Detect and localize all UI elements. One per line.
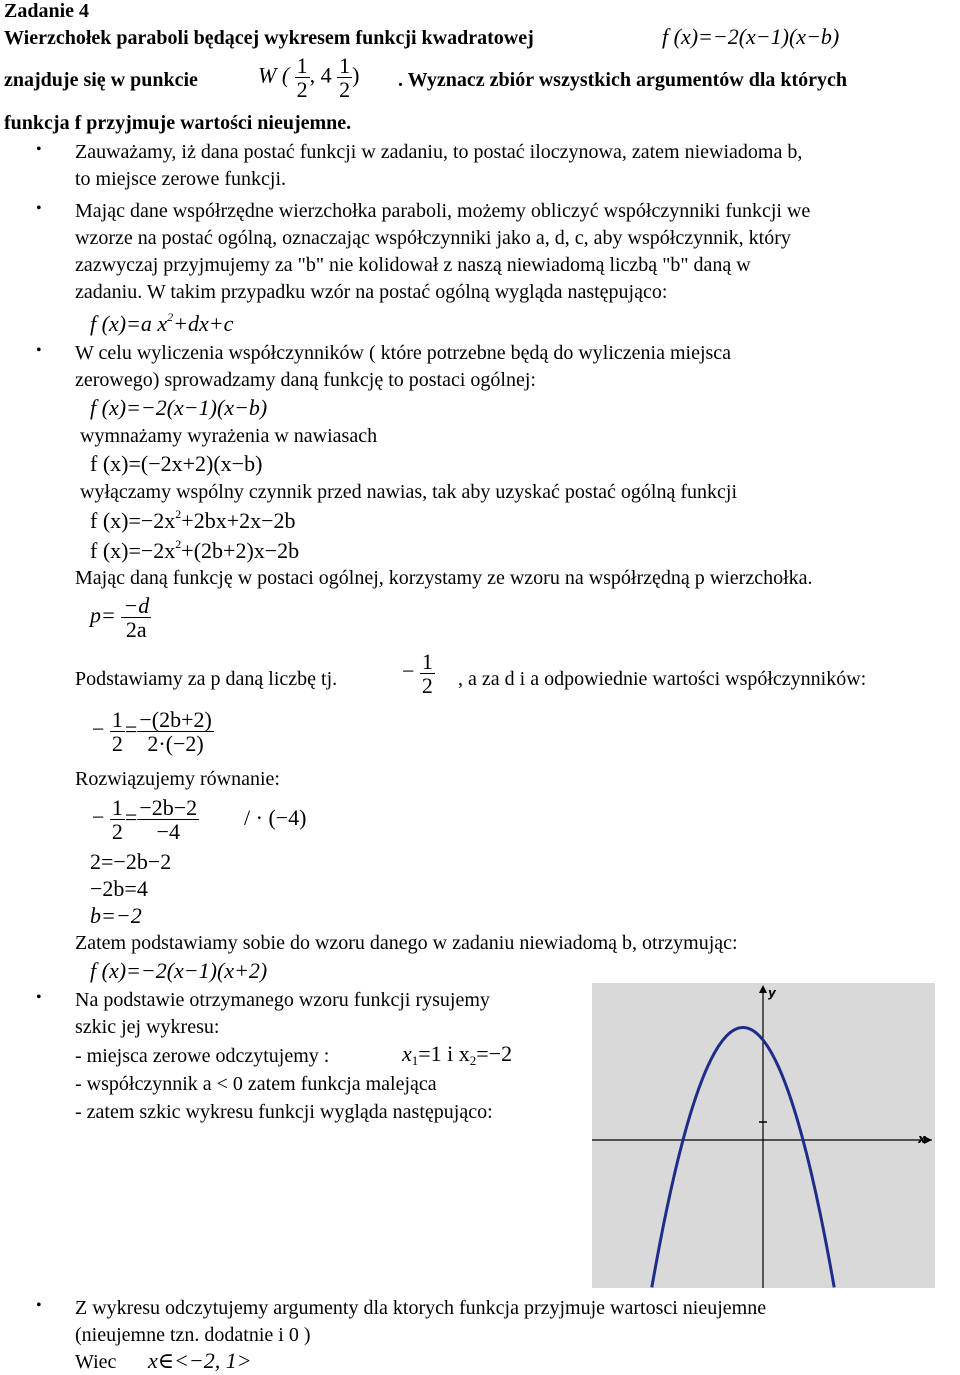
eq-general: f (x)=a $x^2+dx+c$ — [90, 310, 234, 336]
subst-minus: − — [402, 658, 415, 684]
task-title: Zadanie 4 — [4, 0, 90, 22]
e1-rden: 2·(−2) — [137, 731, 213, 755]
step-2: −2b=4 — [90, 876, 148, 901]
eq-general-b: +dx+c — [173, 311, 234, 336]
bullet-5: • — [36, 1297, 42, 1314]
e1-eq: = — [124, 716, 138, 742]
p-frac — [121, 594, 151, 641]
e2-multiply: / · (−4) — [244, 805, 307, 830]
eq-sub-1 — [92, 708, 214, 755]
x-axis-label: x — [918, 1132, 926, 1146]
vertex-den2: 2 — [339, 77, 351, 103]
bullet-4: • — [36, 989, 42, 1006]
p4-line-2: szkic jej wykresu: — [75, 1016, 220, 1038]
e2-rden: −4 — [137, 819, 199, 843]
task-line-1: Wierzchołek paraboli będącej wykresem funkcji kwadratowej — [4, 27, 534, 49]
p2-line-4: zadaniu. W takim przypadku wzór na postać ogólną wygląda następująco: — [75, 281, 668, 303]
eq-3: f $(x)=-2x^2+2bx+2x-2b$ — [90, 507, 296, 533]
eq-3b: +2bx+2x−2b — [181, 508, 296, 533]
txt-multiply: wymnażamy wyrażenia w nawiasach — [80, 425, 378, 447]
e2-den: 2 — [111, 819, 123, 845]
step-1: 2=−2b−2 — [90, 849, 172, 874]
zeros-txt: - miejsca zerowe odczytujemy : — [75, 1045, 330, 1067]
p-num: −d — [123, 593, 150, 618]
zeros-mid: =1 i x — [418, 1041, 470, 1066]
eq-4b: +(2b+2)x−2b — [181, 538, 300, 563]
e2-frac-r — [137, 796, 199, 843]
vertex-close: ) — [352, 62, 360, 88]
eq-2: f (x)=(−2x+2)(x−b) — [90, 451, 263, 476]
vertex-num: 1 — [296, 53, 308, 78]
bullet-2: • — [36, 200, 42, 217]
vertex-den: 2 — [296, 77, 308, 103]
bullet-1: • — [36, 141, 42, 158]
e2-minus: − — [92, 804, 105, 830]
eq-general-a: f (x)=a x — [90, 311, 168, 336]
p2-line-1: Mając dane współrzędne wierzchołka paraboli, możemy obliczyć współczynniki funkcji we — [75, 200, 811, 222]
e2-frac-l — [110, 796, 125, 843]
zeros-x1: x — [402, 1041, 412, 1066]
p-lhs: p= — [90, 602, 116, 628]
p5-line-1: Z wykresu odczytujemy argumenty dla ktorych funkcja przyjmuje wartosci nieujemne — [75, 1297, 767, 1319]
zeros-end: =−2 — [476, 1041, 513, 1066]
answer: x∈<−2, 1> — [148, 1348, 252, 1373]
vertex-mid: , 4 — [309, 62, 332, 88]
wiec-txt: Wiec — [75, 1351, 117, 1373]
zeros-values — [402, 1041, 512, 1069]
e2-num: 1 — [111, 795, 123, 820]
p3-line-2: zerowego) sprowadzamy daną funkcję to postaci ogólnej: — [75, 369, 536, 391]
vertex-w: W ( — [258, 62, 290, 88]
txt-factor: wyłączamy wspólny czynnik przed nawias, tak aby uzyskać postać ogólną funkcji — [80, 481, 738, 503]
p-den: 2a — [121, 617, 151, 641]
vertex-frac-2 — [337, 54, 352, 101]
task-line-3: funkcja f przyjmuje wartości nieujemne. — [4, 112, 352, 134]
eq-p — [90, 594, 151, 641]
eq-final: f (x)=−2(x−1)(x+2) — [90, 958, 268, 983]
vertex-num2: 1 — [339, 53, 351, 78]
p2-line-2: wzorze na postać ogólną, oznaczając współczynniki jako a, d, c, aby współczynnik, który — [75, 227, 791, 249]
txt-substitute-2: , a za d i a odpowiednie wartości współczynników: — [458, 668, 867, 690]
subst-den: 2 — [421, 673, 433, 699]
txt-substitute: Podstawiamy za p daną liczbę tj. — [75, 668, 338, 690]
e1-frac-l — [110, 708, 125, 755]
zeros-x2-sub: 2 — [469, 1053, 477, 1068]
txt-then: Zatem podstawiamy sobie do wzoru danego w zadaniu niewiadomą b, otrzymując: — [75, 932, 738, 954]
p1-line-2: to miejsce zerowe funkcji. — [75, 168, 287, 190]
p5-line-2: (nieujemne tzn. dodatnie i 0 ) — [75, 1324, 311, 1346]
p2-line-3: zazwyczaj przyjmujemy za "b" nie kolidował z naszą niewiadomą liczbą "b" daną w — [75, 254, 751, 276]
e1-rnum: −(2b+2) — [139, 707, 212, 732]
e1-num: 1 — [111, 707, 123, 732]
step-3: b=−2 — [90, 903, 142, 928]
parabola-graph — [592, 983, 935, 1288]
p4-line-1: Na podstawie otrzymanego wzoru funkcji rysujemy — [75, 989, 490, 1011]
p3-line-1: W celu wyliczenia współczynników ( które potrzebne będą do wyliczenia miejsca — [75, 342, 732, 364]
task-line-2a: znajduje się w punkcie — [4, 69, 198, 91]
eq-sub-2 — [92, 796, 199, 843]
e1-den: 2 — [111, 731, 123, 757]
eq-4: f $(x)=-2x^2+(2b+2)x-2b$ — [90, 537, 300, 563]
vertex-frac-1 — [295, 54, 310, 101]
p1-line-1: Zauważamy, iż dana postać funkcji w zadaniu, to postać iloczynowa, zatem niewiadoma b, — [75, 141, 803, 163]
eq-3a: f (x)=−2x — [90, 508, 176, 533]
coef-txt: - współczynnik a < 0 zatem funkcja malejąca — [75, 1073, 437, 1095]
subst-value — [402, 650, 435, 697]
eq-4a: f (x)=−2x — [90, 538, 176, 563]
subst-frac — [420, 650, 435, 697]
y-axis-label: y — [768, 986, 776, 1000]
e1-frac-r — [137, 708, 213, 755]
txt-solve: Rozwiązujemy równanie: — [75, 768, 280, 790]
sketch-txt: - zatem szkic wykresu funkcji wygląda następująco: — [75, 1101, 493, 1123]
eq-1: f (x)=−2(x−1)(x−b) — [90, 395, 268, 420]
given-function: f (x)=−2(x−1)(x−b) — [662, 24, 840, 49]
vertex-point — [258, 54, 359, 101]
task-line-2b: . Wyznacz zbiór wszystkich argumentów dla których — [398, 69, 848, 91]
e2-eq: = — [124, 804, 138, 830]
zeros-x1-sub: 1 — [411, 1053, 419, 1068]
subst-num: 1 — [421, 649, 433, 674]
e2-rnum: −2b−2 — [139, 795, 198, 820]
e1-minus: − — [92, 716, 105, 742]
txt-vertex-p: Mając daną funkcję w postaci ogólnej, korzystamy ze wzoru na współrzędną p wierzchołka. — [75, 567, 813, 589]
bullet-3: • — [36, 342, 42, 359]
